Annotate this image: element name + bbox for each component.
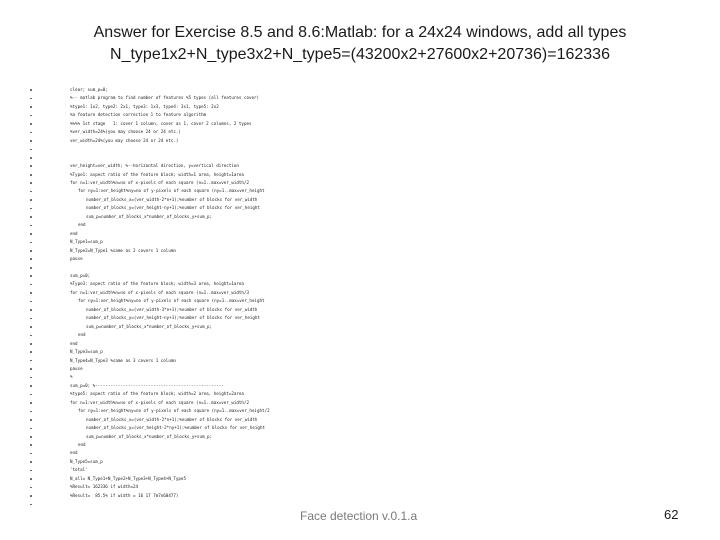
code-line — [30, 255, 690, 263]
code-line-text: %Type3: aspect ratio of the feature block; width=3 area, height=1area — [70, 281, 244, 287]
code-line-text: N_Type3=sum_p — [70, 349, 103, 355]
bullet-icon — [30, 208, 32, 210]
bullet-icon — [30, 318, 32, 320]
bullet-icon — [30, 444, 32, 446]
code-line — [30, 103, 690, 111]
bullet-icon — [30, 242, 32, 244]
code-line — [30, 247, 690, 255]
code-line — [30, 348, 690, 356]
code-line-text: number_of_blocks_y=(ver_height-ny+1);%number of blocks for ver_height — [86, 315, 260, 321]
code-line — [30, 441, 690, 449]
code-line-text: N_Type5=sum_p — [70, 458, 103, 464]
code-line — [30, 323, 690, 331]
code-line — [30, 449, 690, 457]
bullet-icon — [30, 377, 32, 379]
code-line-text: sum_p=number_of_blocks_x*number_of_blocks_y+sum_p; — [86, 323, 213, 329]
code-line-text: for n=1:ver_width%n=no of x-pixels of each square (n=1..max=ver_width/2 — [70, 179, 249, 185]
code-line — [30, 475, 690, 483]
code-line — [30, 272, 690, 280]
bullet-icon — [30, 216, 32, 218]
bullet-icon — [30, 385, 32, 387]
code-line — [30, 331, 690, 339]
bullet-icon — [30, 123, 32, 125]
code-line — [30, 128, 690, 136]
code-line — [30, 416, 690, 424]
code-line — [30, 264, 690, 272]
bullet-icon — [30, 309, 32, 311]
code-line-text: for ny=1:ver_height%ny=no of y-pixels of each square (ny=1..max=ver_height/2 — [78, 408, 270, 414]
code-line-text: %type1: 1x2, type2: 2x1, type3: 1x3, type4: 3x1, type5: 2x2 — [70, 103, 219, 109]
code-line — [30, 483, 690, 491]
bullet-icon — [30, 436, 32, 438]
code-line — [30, 365, 690, 373]
code-line — [30, 94, 690, 102]
bullet-icon — [30, 411, 32, 413]
code-line-text: N_Type2=N_Type1 %same as 2 covers 1 column — [70, 247, 176, 253]
bullet-icon — [30, 250, 32, 252]
code-line-text: sum_p=0; — [70, 272, 91, 278]
bullet-icon — [30, 428, 32, 430]
code-line — [30, 289, 690, 297]
code-line — [30, 213, 690, 221]
code-line — [30, 424, 690, 432]
bullet-icon — [30, 182, 32, 184]
code-line-text: number_of_blocks_y=(ver_height-2*ny+1);%number of blocks for ver_height — [86, 425, 265, 431]
code-line-text: N_all= N_Type1+N_Type2+N_Type3+N_Type4+N_Type5 — [70, 475, 186, 481]
code-line — [30, 187, 690, 195]
code-line — [30, 204, 690, 212]
bullet-icon — [30, 106, 32, 108]
code-line-text: for ny=1:ver_height%ny=no of y-pixels of each square (ny=1..max=ver_height — [78, 298, 265, 304]
bullet-icon — [30, 343, 32, 345]
code-line-text: sum_p=number_of_blocks_x*number_of_blocks_y+sum_p; — [86, 213, 213, 219]
page-number: 62 — [664, 507, 679, 522]
code-line-text: pause — [70, 365, 83, 371]
bullet-icon — [30, 98, 32, 100]
code-line — [30, 86, 690, 94]
code-line-text: end — [78, 332, 86, 338]
bullet-icon — [30, 191, 32, 193]
code-line-text: ver_height=ver_width; %--horizontal direction, y=vertical direction — [70, 163, 239, 169]
bullet-icon — [30, 115, 32, 117]
code-line-text: number_of_blocks_y=(ver_height-ny+1);%number of blocks for ver_height — [86, 205, 260, 211]
code-line — [30, 171, 690, 179]
code-line — [30, 314, 690, 322]
bullet-icon — [30, 233, 32, 235]
code-line — [30, 373, 690, 381]
bullet-icon — [30, 351, 32, 353]
slide-title-line-2: N_type1x2+N_type3x2+N_type5=(43200x2+27600x2+20736)=162336 — [110, 46, 610, 63]
code-line-text: end — [78, 442, 86, 448]
bullet-icon — [30, 326, 32, 328]
code-line-text: % — [70, 374, 73, 380]
bullet-icon — [30, 284, 32, 286]
code-line-text: for ny=1:ver_height%ny=no of y-pixels of each square (ny=1..max=ver_height — [78, 188, 265, 194]
code-line-text: %Result= 85.5% if width = 16 17 7m7n60477) — [70, 492, 179, 498]
bullet-icon — [30, 335, 32, 337]
code-line-text: sum_p=0; %--------------------------------------------------- — [70, 382, 224, 388]
code-line-text: %ver_width=24%(you may choose 24 or 24 etc.) — [70, 129, 181, 135]
matlab-code-listing — [30, 86, 690, 509]
bullet-icon — [30, 292, 32, 294]
code-line-text: %-- matlab program to find number of features %5 types (all features cover) — [70, 95, 260, 101]
code-line — [30, 162, 690, 170]
code-line — [30, 357, 690, 365]
code-line — [30, 306, 690, 314]
code-line — [30, 407, 690, 415]
code-line-text: end — [70, 230, 78, 236]
bullet-icon — [30, 461, 32, 463]
code-line — [30, 137, 690, 145]
code-line — [30, 280, 690, 288]
code-line — [30, 433, 690, 441]
code-line — [30, 340, 690, 348]
code-line — [30, 297, 690, 305]
code-line-text: number_of_blocks_x=(ver_width-3*n+1);%number of blocks for ver_width — [86, 306, 258, 312]
bullet-icon — [30, 470, 32, 472]
bullet-icon — [30, 258, 32, 260]
code-line — [30, 458, 690, 466]
code-line — [30, 399, 690, 407]
bullet-icon — [30, 140, 32, 142]
code-line-text: N_Type1=sum_p — [70, 239, 103, 245]
code-line-text: sum_p=number_of_blocks_x*number_of_blocks_y+sum_p; — [86, 433, 213, 439]
bullet-icon — [30, 495, 32, 497]
code-line — [30, 466, 690, 474]
bullet-icon — [30, 267, 32, 269]
bullet-icon — [30, 487, 32, 489]
bullet-icon — [30, 157, 32, 159]
bullet-icon — [30, 174, 32, 176]
slide-title — [60, 22, 660, 66]
bullet-icon — [30, 149, 32, 151]
slide-footer: Face detection v.0.1.a — [300, 509, 418, 523]
code-line — [30, 492, 690, 500]
bullet-icon — [30, 478, 32, 480]
code-line — [30, 221, 690, 229]
code-line — [30, 120, 690, 128]
bullet-icon — [30, 419, 32, 421]
bullet-icon — [30, 275, 32, 277]
code-line-text: %%%% 1st stage 1: cover 1 column, cover as 1, cover 2 columns, 2 types — [70, 120, 252, 126]
bullet-icon — [30, 165, 32, 167]
code-line-text: %type5: aspect ratio of the feature block; width=2 area, height=2area — [70, 391, 244, 397]
code-line — [30, 500, 690, 508]
code-line — [30, 230, 690, 238]
code-line-text: end — [70, 450, 78, 456]
bullet-icon — [30, 360, 32, 362]
code-line-text: %Type1: aspect ratio of the feature block; width=1 area, height=1area — [70, 171, 244, 177]
bullet-icon — [30, 368, 32, 370]
code-line-text: number_of_blocks_x=(ver_width-2*n+1);%number of blocks for ver_width — [86, 196, 258, 202]
code-line-text: end — [78, 222, 86, 228]
code-line-text: end — [70, 340, 78, 346]
code-line-text: for n=1:ver_width%n=no of x-pixels of each square (n=1..max=ver_width/3 — [70, 289, 249, 295]
code-line-text: 'total' — [70, 467, 88, 473]
bullet-icon — [30, 453, 32, 455]
code-line — [30, 382, 690, 390]
code-line — [30, 154, 690, 162]
bullet-icon — [30, 225, 32, 227]
code-line-text: pause — [70, 256, 83, 262]
code-line — [30, 238, 690, 246]
slide-title-line-1: Answer for Exercise 8.5 and 8.6:Matlab: for a 24x24 windows, add all types — [93, 24, 627, 41]
bullet-icon — [30, 199, 32, 201]
code-line-text: clear; sum_p=0; — [70, 87, 108, 92]
code-line — [30, 196, 690, 204]
bullet-icon — [30, 402, 32, 404]
code-line — [30, 390, 690, 398]
code-line — [30, 179, 690, 187]
bullet-icon — [30, 504, 32, 506]
bullet-icon — [30, 132, 32, 134]
code-line-text: for n=1:ver_width%n=no of x-pixels of each square (n=1..max=ver_width/2 — [70, 399, 249, 405]
code-line-text: %Result= 162336 if width=24 — [70, 484, 139, 490]
code-line-text: ver_width=24%(you may choose 24 or 24 etc.) — [70, 137, 179, 143]
code-line-text: N_Type4=N_Type3 %same as 3 covers 1 column — [70, 357, 176, 363]
code-line-text: number_of_blocks_x=(ver_width-2*n+1);%number of blocks for ver_width — [86, 416, 258, 422]
bullet-icon — [30, 394, 32, 396]
bullet-icon — [30, 89, 32, 91]
code-line-text: %a feature detection correction 1 to feature algorithm — [70, 112, 207, 118]
code-line — [30, 111, 690, 119]
code-line — [30, 145, 690, 153]
bullet-icon — [30, 301, 32, 303]
